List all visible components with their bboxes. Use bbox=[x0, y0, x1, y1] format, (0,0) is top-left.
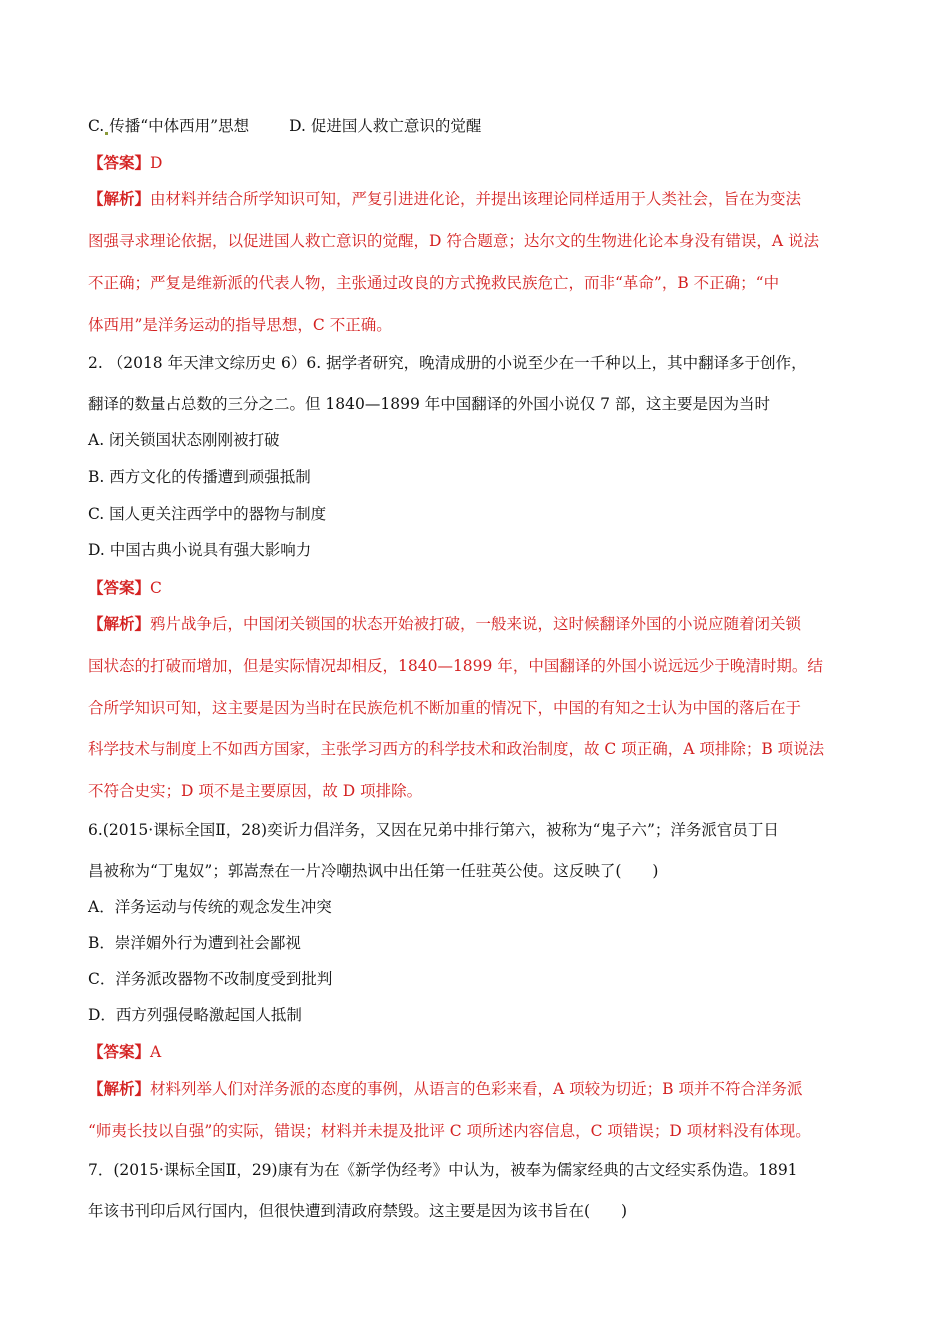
q2-option-b: B. 西方文化的传播遭到顽强抵制 bbox=[88, 468, 311, 486]
q7-stem-line-2: 年该书刊印后风行国内，但很快遭到清政府禁毁。这主要是因为该书旨在( ) bbox=[88, 1202, 628, 1220]
q2-stem-line-1: 2. （2018 年天津文综历史 6）6. 据学者研究，晚清成册的小说至少在一千种以上，其中翻译多于创作， bbox=[88, 354, 807, 372]
analysis-label: 【解析】 bbox=[88, 1079, 151, 1098]
answer-value: D bbox=[150, 154, 163, 172]
q1-options-line bbox=[88, 116, 481, 136]
q2-analysis-line-2: 国状态的打破而增加，但是实际情况却相反，1840—1899 年，中国翻译的外国小说远远少于晚清时期。结 bbox=[88, 657, 823, 675]
q1-option-c-prefix: C. bbox=[88, 117, 105, 135]
q6-option-a: A．洋务运动与传统的观念发生冲突 bbox=[88, 898, 332, 916]
q6-stem-line-1: 6.(2015·课标全国Ⅱ，28)奕䜣力倡洋务，又因在兄弟中排行第六，被称为“鬼子六”；洋务派官员丁日 bbox=[88, 821, 779, 839]
q6-option-b: B．崇洋媚外行为遭到社会鄙视 bbox=[88, 934, 301, 952]
answer-label: 【答案】 bbox=[88, 153, 151, 172]
q7-stem-line-1: 7．(2015·课标全国Ⅱ，29)康有为在《新学伪经考》中认为，被奉为儒家经典的古文经实系伪造。1891 bbox=[88, 1161, 798, 1179]
q2-analysis-line-5: 不符合史实；D 项不是主要原因，故 D 项排除。 bbox=[88, 782, 423, 800]
q2-stem-line-2: 翻译的数量占总数的三分之二。但 1840—1899 年中国翻译的外国小说仅 7 部，这主要是因为当时 bbox=[88, 395, 770, 413]
q2-analysis-line-3: 合所学知识可知，这主要是因为当时在民族危机不断加重的情况下，中国的有知之士认为中国的落后在于 bbox=[88, 699, 802, 717]
q6-option-d: D．西方列强侵略激起国人抵制 bbox=[88, 1006, 302, 1024]
answer-value: A bbox=[150, 1043, 162, 1061]
q1-analysis-line-1 bbox=[88, 189, 801, 209]
analysis-label: 【解析】 bbox=[88, 614, 151, 633]
q6-analysis-line-2: “师夷长技以自强”的实际，错误；材料并未提及批评 C 项所述内容信息，C 项错误；D 项材料没有体现。 bbox=[88, 1122, 811, 1140]
answer-value: C bbox=[150, 579, 162, 597]
analysis-text: 鸦片战争后，中国闭关锁国的状态开始被打破，一般来说，这时候翻译外国的小说应随着闭关锁 bbox=[150, 615, 802, 633]
q6-analysis-line-1 bbox=[88, 1079, 802, 1099]
answer-label: 【答案】 bbox=[88, 1042, 151, 1061]
q6-answer bbox=[88, 1042, 161, 1062]
q2-analysis-line-4: 科学技术与制度上不如西方国家，主张学习西方的科学技术和政治制度，故 C 项正确，A 项排除；B 项说法 bbox=[88, 740, 825, 758]
q1-option-d: D. 促进国人救亡意识的觉醒 bbox=[289, 117, 482, 135]
answer-label: 【答案】 bbox=[88, 578, 151, 597]
q1-analysis-line-3: 不正确；严复是维新派的代表人物，主张通过改良的方式挽救民族危亡，而非“革命”，B 不正确；“中 bbox=[88, 274, 780, 292]
q2-analysis-line-1 bbox=[88, 614, 801, 634]
q1-option-c: 传播“中体西用”思想 bbox=[109, 117, 250, 135]
dot-mark-icon bbox=[105, 132, 108, 135]
analysis-label: 【解析】 bbox=[88, 189, 151, 208]
q1-answer bbox=[88, 153, 162, 173]
analysis-text: 由材料并结合所学知识可知，严复引进进化论，并提出该理论同样适用于人类社会，旨在为变法 bbox=[150, 190, 802, 208]
q2-option-d bbox=[88, 540, 311, 560]
q6-option-c: C．洋务派改器物不改制度受到批判 bbox=[88, 970, 333, 988]
q1-analysis-line-2: 图强寻求理论依据，以促进国人救亡意识的觉醒，D 符合题意；达尔文的生物进化论本身没有错误，A 说法 bbox=[88, 232, 819, 250]
q2-option-a: A. 闭关锁国状态刚刚被打破 bbox=[88, 431, 280, 449]
q2-option-c: C. 国人更关注西学中的器物与制度 bbox=[88, 505, 327, 523]
option-text: D. 中国古典小说具有强大影响力 bbox=[88, 541, 312, 559]
q2-answer bbox=[88, 578, 162, 598]
q1-analysis-line-4: 体西用”是洋务运动的指导思想，C 不正确。 bbox=[88, 316, 392, 334]
analysis-text: 材料列举人们对洋务派的态度的事例，从语言的色彩来看，A 项较为切近；B 项并不符合洋务派 bbox=[150, 1080, 803, 1098]
q6-stem-line-2: 昌被称为“丁鬼奴”；郭嵩焘在一片冷嘲热讽中出任第一任驻英公使。这反映了( ) bbox=[88, 862, 659, 880]
